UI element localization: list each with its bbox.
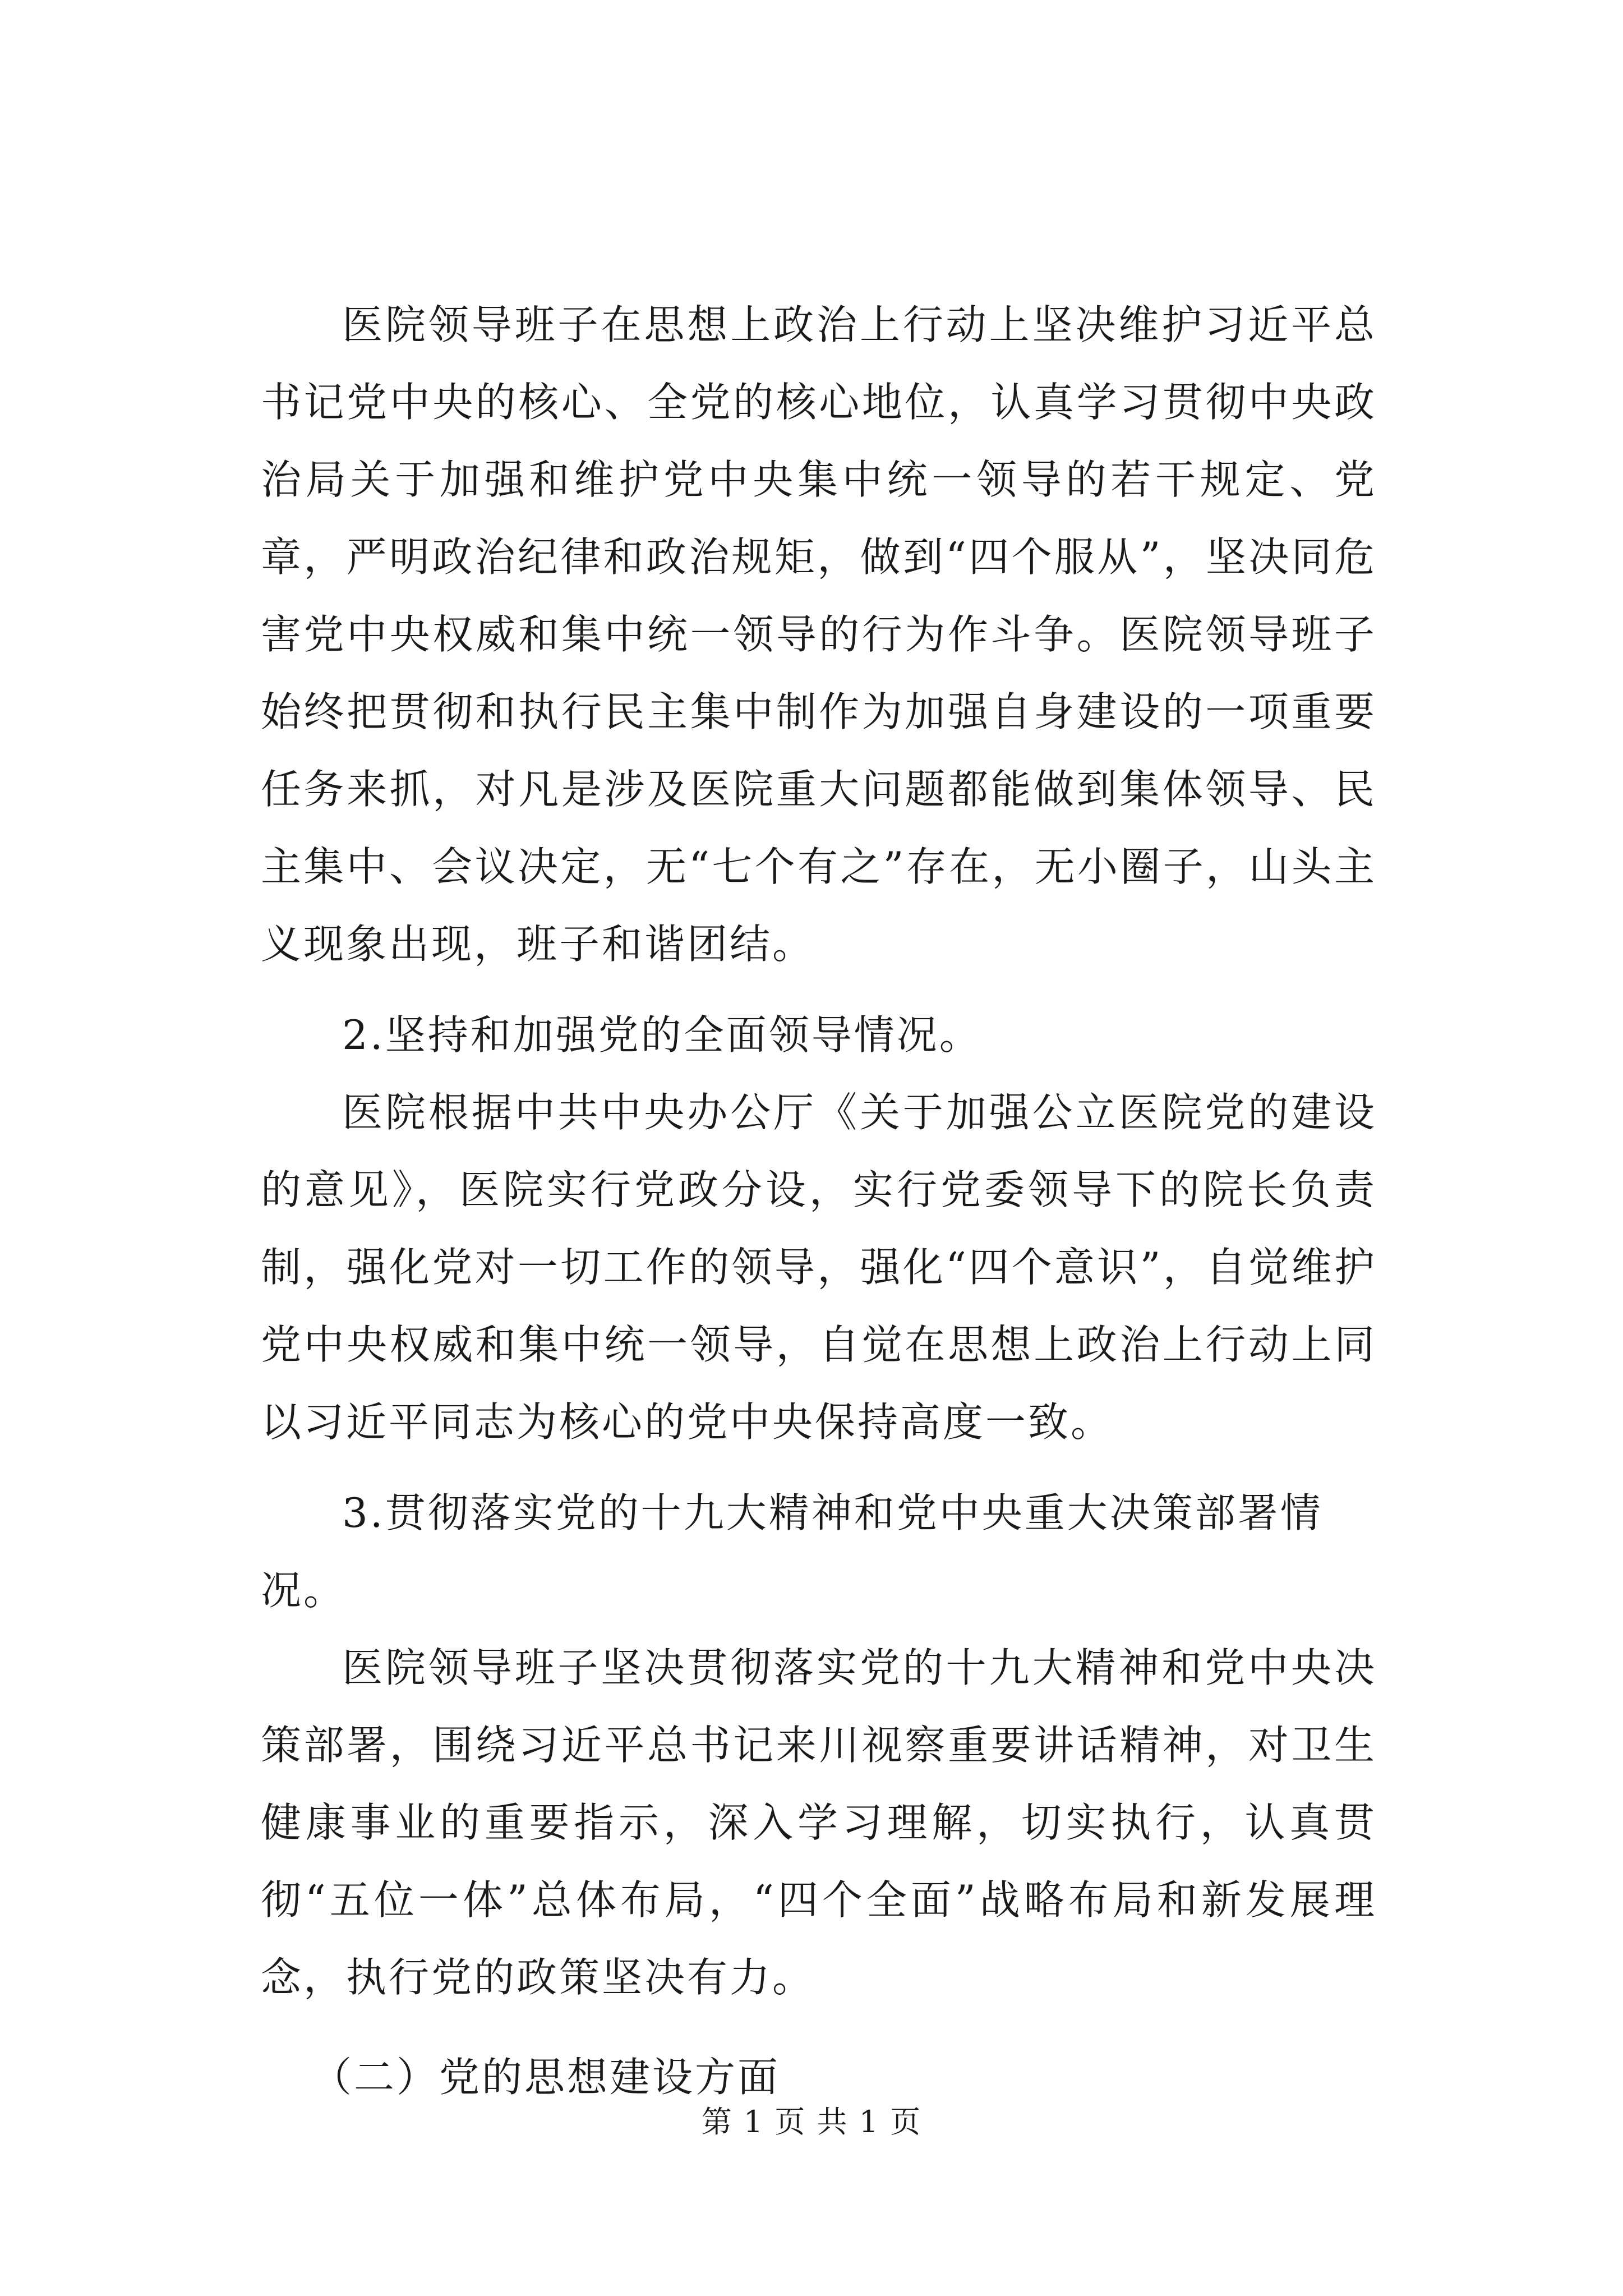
paragraph-implementation: 医院领导班子坚决贯彻落实党的十九大精神和党中央决策部署，围绕习近平总书记来川视察重要讲话精神，对卫生健康事业的重要指示，深入学习理解，切实执行，认真贯彻“五位一体”总体布局，“四个全面”战略布局和新发展理念，执行党的政策坚决有力。 [261, 1644, 1377, 2001]
page-number-footer: 第 1 页 共 1 页 [701, 2104, 922, 2139]
section-heading-ideological-building: （二）党的思想建设方面 [311, 2054, 781, 2101]
paragraph-leadership-core: 医院领导班子在思想上政治上行动上坚决维护习近平总书记党中央的核心、全党的核心地位，认真学习贯彻中央政治局关于加强和维护党中央集中统一领导的若干规定、党章，严明政治纪律和政治规矩，做到“四个服从”，坚决同危害党中央权威和集中统一领导的行为作斗争。医院领导班子始终把贯彻和执行民主集中制作为加强自身建设的一项重要任务来抓，对凡是涉及医院重大问题都能做到集体领导、民主集中、会议决定，无“七个有之”存在，无小圈子，山头主义现象出现，班子和谐团结。 [261, 301, 1377, 968]
paragraph-hospital-party-building: 医院根据中共中央办公厅《关于加强公立医院党的建设的意见》，医院实行党政分设，实行党委领导下的院长负责制，强化党对一切工作的领导，强化“四个意识”，自觉维护党中央权威和集中统一领导，自觉在思想上政治上行动上同以习近平同志为核心的党中央保持高度一致。 [261, 1089, 1377, 1446]
document-body [261, 286, 1377, 2116]
heading-nineteenth-congress: 3.贯彻落实党的十九大精神和党中央重大决策部署情况。 [261, 1489, 1323, 1614]
heading-party-leadership: 2.坚持和加强党的全面领导情况。 [342, 1011, 982, 1059]
